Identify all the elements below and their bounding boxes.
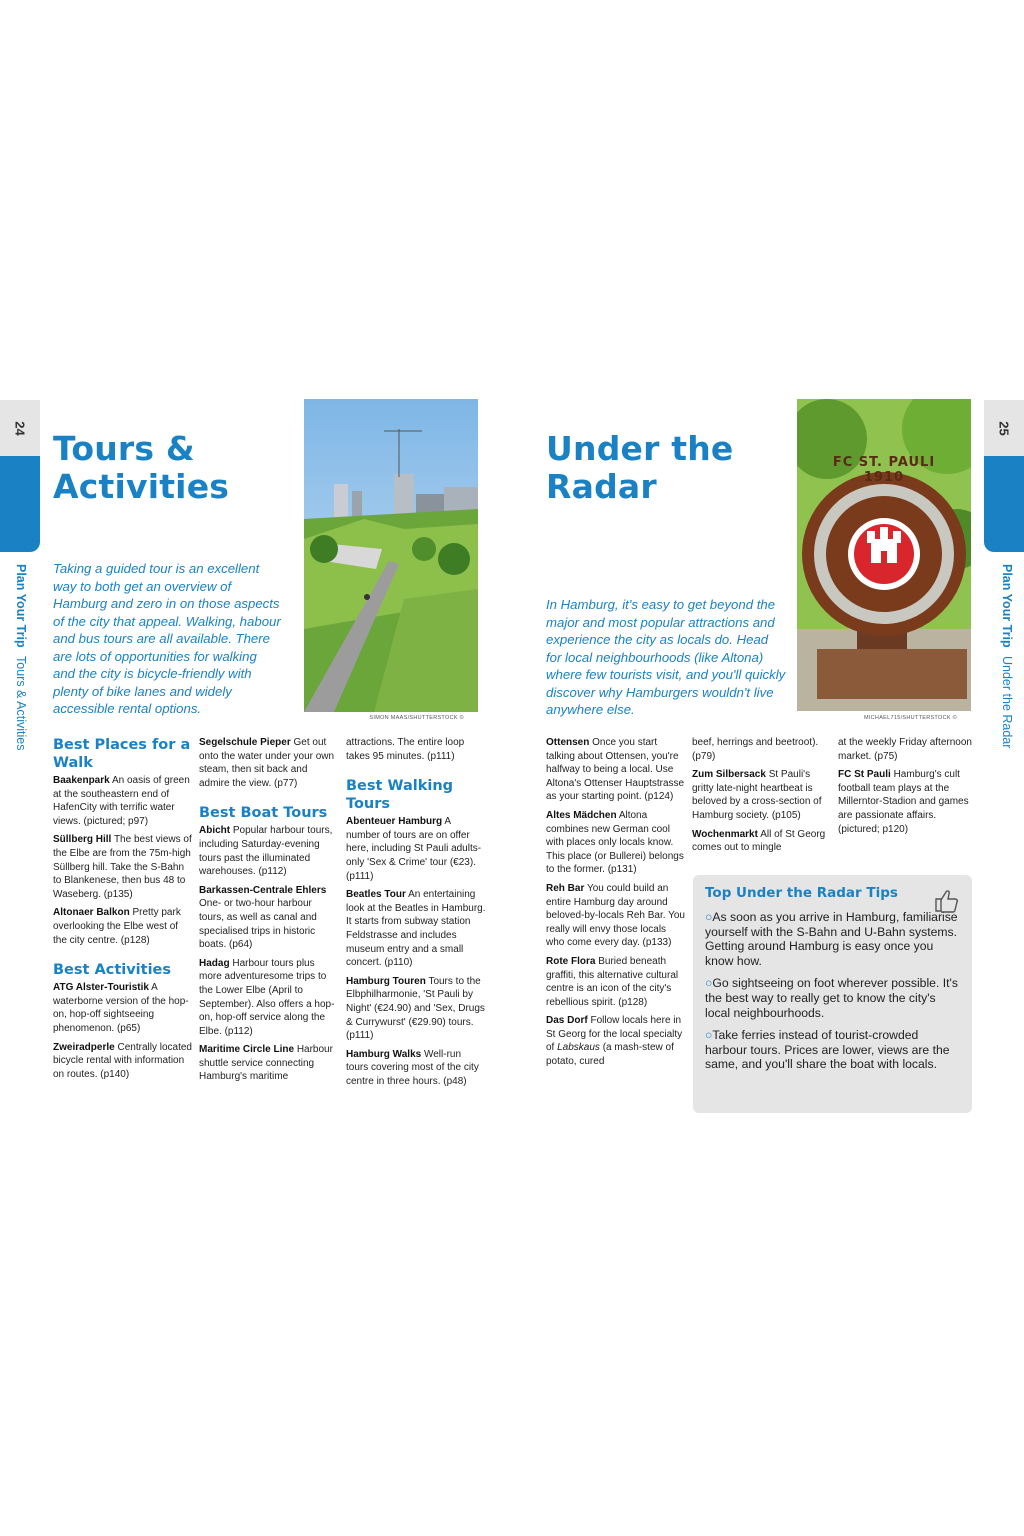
list-item-continued: beef, herrings and beetroot). (p79) <box>692 737 819 762</box>
heading-best-walking-tours: Best Walking Tours <box>346 778 454 813</box>
list-item: Rote Flora Buried beneath graffiti, this alternative cultural centre is an icon of the city's rebellious spirit. (p128) <box>546 955 679 1008</box>
photo-credit-right: MICHAEL715/SHUTTERSTOCK © <box>863 715 957 721</box>
intro-left: Taking a guided tour is an excellent way to both get an overview of Hamburg and zero in on those aspects of the city that appeal. Walking, habour and bus tours are all available. There are lots of opportunities for walking and the city is bicycle-friendly with plenty of bike lanes and widely accessible rental options. <box>53 561 281 716</box>
heading-best-walk: Best Places for a Walk <box>53 737 191 771</box>
list-item: Abenteuer Hamburg A number of tours are on offer here, including St Pauli adults-only 'Sex & Crime' tour (€23). (p111) <box>346 816 482 882</box>
page-title-left: Tours & Activities <box>53 429 230 506</box>
photo-fc-st-pauli-sign <box>797 399 971 711</box>
column-right-3 <box>838 736 972 841</box>
thumbs-up-icon <box>932 887 960 915</box>
list-item: Abicht Popular harbour tours, including Saturday-evening tours past the illuminated warehouses. (p112) <box>199 825 333 878</box>
list-item: ATG Alster-Touristik A waterborne version of the hop-on, hop-off sightseeing phenomenon. (p65) <box>53 982 189 1034</box>
list-item: Das Dorf Follow locals here in St Georg for the local specialty of Labskaus (a mash-stew of potato, cured <box>546 1015 683 1068</box>
page-title-right: Under the Radar <box>546 429 734 506</box>
accent-tab-left <box>0 456 40 552</box>
column-left-1 <box>53 736 193 1086</box>
running-head-right-bold: Plan Your Trip <box>1000 564 1014 648</box>
column-right-1 <box>546 736 686 1074</box>
list-item: Reh Bar You could build an entire Hamburg day around beloved-by-locals Reh Bar. You really will envy those locals who come every day. (p133) <box>546 882 685 949</box>
tips-heading: Top Under the Radar Tips <box>705 885 898 901</box>
list-item: Zum Silbersack St Pauli's gritty late-night heartbeat is beloved by a cross-section of Hamburg society. (p105) <box>692 769 822 821</box>
list-item: Baakenpark An oasis of green at the southeastern end of HafenCity with terrific water views. (pictured; p97) <box>53 775 190 827</box>
running-head-right <box>984 564 1024 784</box>
photo-baakenpark <box>304 399 478 712</box>
list-item: FC St Pauli Hamburg's cult football team plays at the Millerntor-Stadion and games are passionate affairs. (pictured; p120) <box>838 769 969 835</box>
list-item: Barkassen-Centrale Ehlers One- or two-hour harbour tours, as well as canal and specialised trips in historic boats. (p64) <box>199 884 327 951</box>
tip-item: ○Take ferries instead of tourist-crowded harbour tours. Prices are lower, views are the same, and you'll share the boat with locals. <box>705 1028 950 1072</box>
list-item: Altonaer Balkon Pretty park overlooking the Elbe west of the city centre. (p128) <box>53 907 181 946</box>
list-item-continued: attractions. The entire loop takes 95 minutes. (p111) <box>346 737 465 762</box>
park-photo-illustration <box>304 399 478 712</box>
photo-credit-left: SIMON MAAS/SHUTTERSTOCK © <box>369 715 464 721</box>
tips-box <box>693 875 972 1113</box>
list-item-continued: at the weekly Friday afternoon market. (p75) <box>838 737 972 762</box>
accent-tab-right <box>984 456 1024 552</box>
tip-item: ○As soon as you arrive in Hamburg, familiarise yourself with the S-Bahn and U-Bahn systems. Getting around Hamburg is easy once you know how. <box>705 910 958 968</box>
running-head-right-section: Under the Radar <box>1000 655 1014 749</box>
intro-right: In Hamburg, it's easy to get beyond the major and most popular attractions and experience the city as locals do. Head for local neighbourhoods (like Altona) where few tourists visit, and you'll quickly discover why Hamburgers wouldn't live anywhere else. <box>546 597 786 717</box>
list-item: Hadag Harbour tours plus more adventuresome trips to the Lower Elbe (April to September). Also offers a hop-on, hop-off service along the Elbe. (p112) <box>199 957 335 1037</box>
column-left-3 <box>346 736 486 1093</box>
sign-text: FC ST. PAULI 1910 <box>832 455 936 485</box>
running-head-left <box>0 564 40 784</box>
list-item: Hamburg Walks Well-run tours covering most of the city centre in three hours. (p48) <box>346 1048 479 1087</box>
list-item: Süllberg Hill The best views of the Elbe are from the 75m-high Süllberg hill. Take the S-Bahn to Blankenese, then bus 48 to Waseberg. (p135) <box>53 834 192 900</box>
heading-best-activities: Best Activities <box>53 962 172 979</box>
page-number-right: 25 <box>996 420 1012 436</box>
list-item: Wochenmarkt All of St Georg comes out to mingle <box>692 828 826 854</box>
sign-photo-illustration <box>797 399 971 711</box>
running-head-left-section: Tours & Activities <box>14 655 28 751</box>
column-right-2 <box>692 736 832 860</box>
page-number-tab-right <box>984 400 1024 456</box>
running-head-left-bold: Plan Your Trip <box>14 564 28 648</box>
column-left-2 <box>199 736 339 1089</box>
list-item: Ottensen Once you start talking about Ottensen, you're halfway to being a local. Use Altona's Ottenser Hauptstrasse as your starting point. (p124) <box>546 737 685 803</box>
tip-item: ○Go sightseeing on foot wherever possible. It's the best way to really get to know the city's local neighbourhoods. <box>705 976 958 1020</box>
list-item: Zweiradperle Centrally located bicycle rental with information on routes. (p140) <box>53 1041 192 1080</box>
list-item: Maritime Circle Line Harbour shuttle service connecting Hamburg's maritime <box>199 1044 333 1083</box>
list-item: Segelschule Pieper Get out onto the water under your own steam, then sit back and admire the view. (p77) <box>199 737 335 789</box>
page-number-tab-left <box>0 400 40 456</box>
heading-best-boat-tours: Best Boat Tours <box>199 805 328 822</box>
list-item: Altes Mädchen Altona combines new German cool with places only locals know. This place (or Bullerei) belongs to the former. (p131) <box>546 809 684 876</box>
list-item: Hamburg Touren Tours to the Elbphilharmonie, 'St Pauli by Night' (€24.90) and 'Sex, Drugs & Currywurst' (€29.90) tours. (p111) <box>346 975 485 1042</box>
list-item: Beatles Tour An entertaining look at the Beatles in Hamburg. It starts from subway station Feldstrasse and includes museum entry and a small concert. (p110) <box>346 889 486 969</box>
page-number-left: 24 <box>12 420 28 436</box>
